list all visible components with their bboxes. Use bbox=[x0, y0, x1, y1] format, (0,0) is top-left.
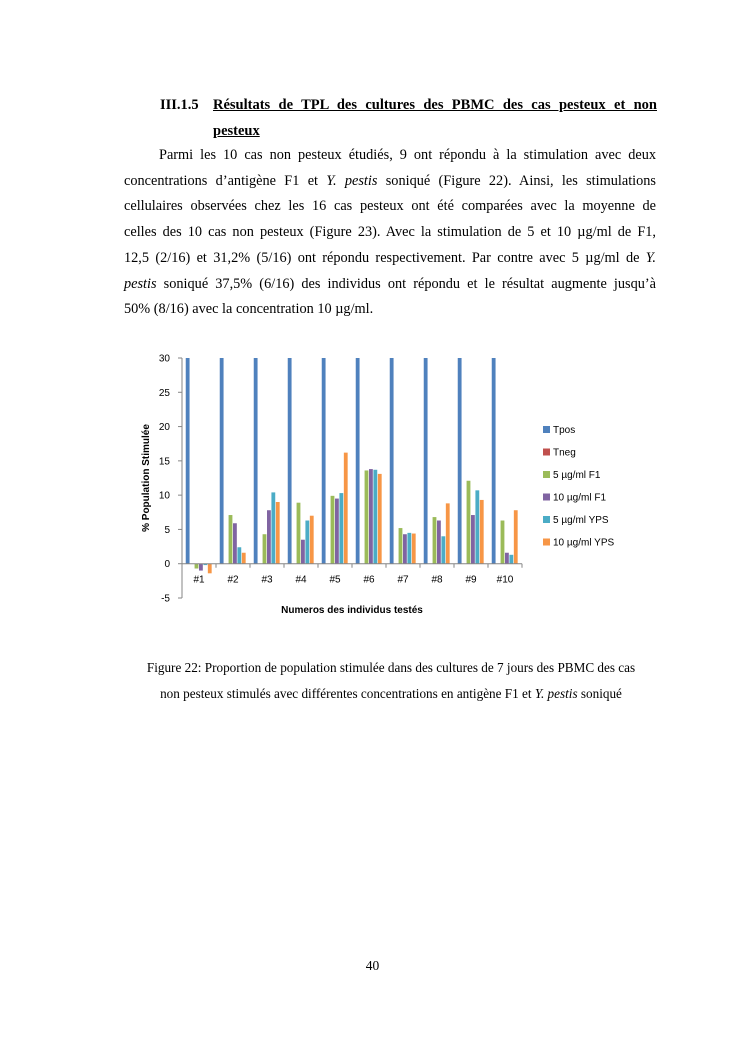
bar bbox=[509, 555, 513, 564]
bar bbox=[339, 493, 343, 564]
bar bbox=[335, 499, 339, 564]
bar bbox=[344, 453, 348, 564]
bar bbox=[369, 469, 373, 564]
legend-swatch bbox=[543, 449, 550, 456]
bar bbox=[492, 358, 496, 564]
legend-swatch bbox=[543, 471, 550, 478]
bar bbox=[305, 521, 309, 564]
bar bbox=[233, 523, 237, 563]
bar bbox=[195, 564, 199, 569]
page-number: 40 bbox=[365, 958, 380, 973]
bar bbox=[399, 528, 403, 564]
bar bbox=[297, 503, 301, 564]
y-tick-label: 5 bbox=[164, 524, 170, 536]
body-paragraph bbox=[124, 143, 656, 323]
legend-label: 10 µg/ml F1 bbox=[553, 492, 607, 504]
x-tick-label: #9 bbox=[465, 574, 477, 586]
x-tick-label: #1 bbox=[193, 574, 205, 586]
bar bbox=[229, 515, 233, 564]
bar bbox=[471, 515, 475, 564]
x-tick-label: #3 bbox=[261, 574, 273, 586]
y-axis-label: % Population Stimulée bbox=[141, 424, 152, 532]
para-line-4: celles des 10 cas non pesteux (Figure 23). Avec la stimulation de 5 et 10 µg/ml de F1, bbox=[124, 224, 656, 241]
bar bbox=[242, 553, 246, 564]
legend-label: Tneg bbox=[553, 447, 576, 459]
bar bbox=[437, 521, 441, 564]
x-tick-label: #7 bbox=[397, 574, 409, 586]
bar bbox=[390, 358, 394, 564]
y-tick-label: 0 bbox=[164, 559, 170, 571]
x-axis-label: Numeros des individus testés bbox=[281, 605, 423, 616]
para-line-5: 12,5 (2/16) et 31,2% (5/16) ont répondu respectivement. Par contre avec 5 µg/ml de Y. bbox=[124, 249, 656, 266]
x-tick-label: #4 bbox=[295, 574, 307, 586]
bar bbox=[446, 503, 450, 563]
caption-line-2: non pesteux stimulés avec différentes concentrations en antigène F1 et Y. pestis soniqué bbox=[160, 686, 622, 701]
legend-swatch bbox=[543, 426, 550, 433]
bar bbox=[331, 496, 335, 564]
legend-label: 5 µg/ml YPS bbox=[553, 515, 609, 526]
bar bbox=[322, 358, 326, 564]
bar bbox=[356, 358, 360, 564]
y-tick-label: 15 bbox=[158, 456, 170, 468]
bar bbox=[514, 510, 518, 563]
legend-label: Tpos bbox=[553, 425, 576, 436]
bar bbox=[501, 521, 505, 564]
bar bbox=[467, 481, 471, 564]
bar bbox=[365, 470, 369, 563]
section-title-line2: pesteux bbox=[213, 123, 260, 139]
bar bbox=[220, 358, 224, 564]
bar bbox=[505, 553, 509, 564]
bar bbox=[301, 540, 305, 564]
bar bbox=[433, 517, 437, 564]
para-line-3: cellulaires observées chez les 16 cas pesteux ont été comparées avec la moyenne de bbox=[124, 198, 656, 215]
bar bbox=[441, 536, 445, 563]
bar bbox=[186, 358, 190, 564]
legend-label: 5 µg/ml F1 bbox=[553, 470, 601, 481]
para-line-6: pestis soniqué 37,5% (6/16) des individus ont répondu et le résultat augmente jusqu’à bbox=[124, 275, 656, 292]
y-tick-label: -5 bbox=[161, 593, 170, 605]
legend-label: 10 µg/ml YPS bbox=[553, 537, 615, 549]
bar bbox=[263, 534, 267, 563]
para-line-7: 50% (8/16) avec la concentration 10 µg/ml. bbox=[124, 301, 374, 318]
bar bbox=[407, 533, 411, 564]
y-tick-label: 30 bbox=[158, 353, 170, 365]
bar bbox=[403, 534, 407, 563]
x-tick-label: #6 bbox=[363, 574, 375, 586]
figure-caption bbox=[124, 655, 658, 707]
bar bbox=[271, 492, 275, 563]
figure-22-chart bbox=[135, 345, 645, 625]
x-tick-label: #2 bbox=[227, 574, 239, 586]
bar bbox=[237, 547, 241, 563]
y-tick-label: 10 bbox=[158, 490, 170, 502]
bar bbox=[310, 516, 314, 564]
bar bbox=[475, 490, 479, 563]
para-line-1: Parmi les 10 cas non pesteux étudiés, 9 ont répondu à la stimulation avec deux bbox=[159, 147, 656, 163]
caption-line-1: Figure 22: Proportion de population stimulée dans des cultures de 7 jours des PBMC des cas bbox=[146, 660, 636, 675]
bar bbox=[373, 470, 377, 564]
bar bbox=[254, 358, 258, 564]
bar bbox=[378, 474, 382, 564]
bar bbox=[480, 500, 484, 564]
bar bbox=[458, 358, 462, 564]
bar bbox=[424, 358, 428, 564]
bar bbox=[276, 502, 280, 564]
bar bbox=[288, 358, 292, 564]
section-title-line1: Résultats de TPL des cultures des PBMC des cas pesteux et non bbox=[213, 97, 657, 113]
legend-swatch bbox=[543, 516, 550, 523]
bar-chart-svg bbox=[135, 345, 645, 625]
bar bbox=[267, 510, 271, 563]
y-tick-label: 20 bbox=[158, 422, 170, 434]
bar bbox=[199, 564, 203, 571]
bar bbox=[412, 534, 416, 564]
x-tick-label: #8 bbox=[431, 574, 443, 586]
legend-swatch bbox=[543, 494, 550, 501]
y-tick-label: 25 bbox=[158, 387, 170, 399]
para-line-2: concentrations d’antigène F1 et Y. pestis soniqué (Figure 22). Ainsi, les stimulations bbox=[124, 172, 656, 189]
x-tick-label: #10 bbox=[496, 574, 514, 586]
bar bbox=[208, 564, 212, 574]
legend-swatch bbox=[543, 539, 550, 546]
section-number: III.1.5 bbox=[160, 97, 199, 113]
x-tick-label: #5 bbox=[329, 574, 341, 586]
